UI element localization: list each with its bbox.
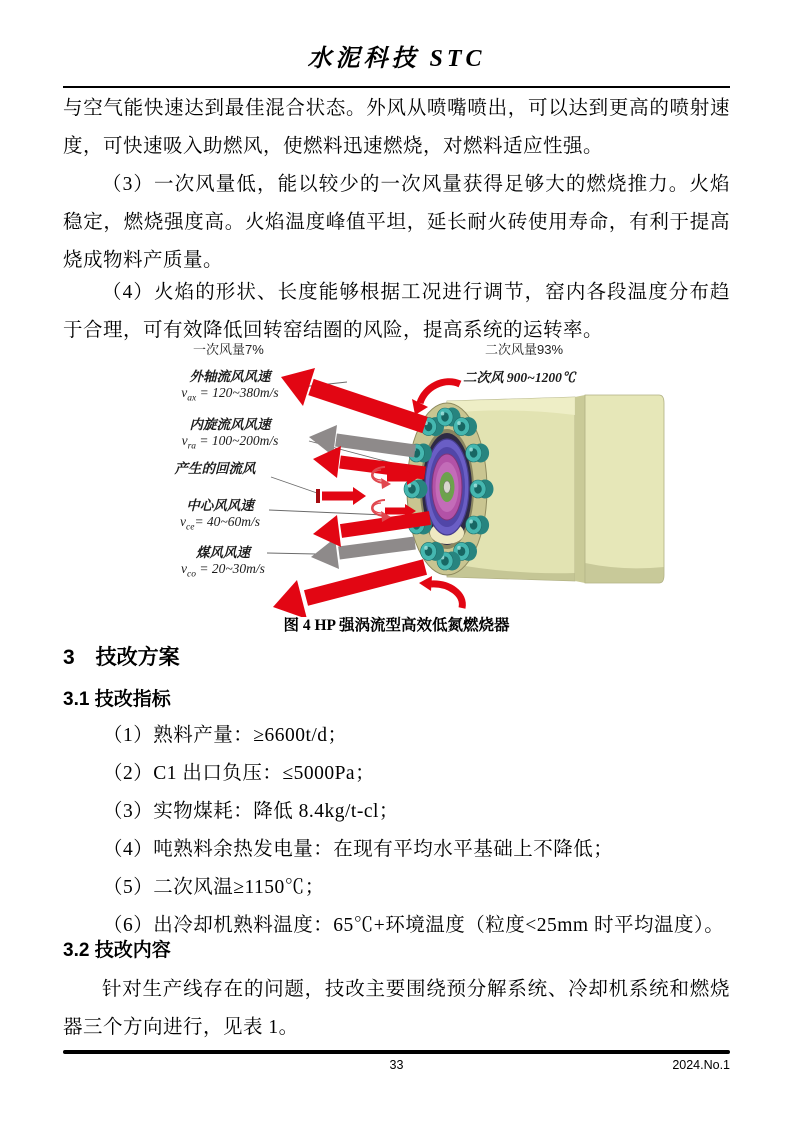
label-inner-swirl-air: 内旋流风风速 $v_{ra}$ = 100~200m/s [181,417,279,452]
list-item: （6）出冷却机熟料温度：65℃+环境温度（粒度<25mm 时平均温度）。 [103,915,725,936]
list-item: （3）实物煤耗：降低 8.4kg/t-cl； [103,801,399,822]
body-paragraph-2: （3）一次风量低，能以较少的一次风量获得足够大的燃烧推力。火焰稳定，燃烧强度高。火焰温度峰值平坦，延长耐火砖使用寿命，有利于提高烧成物料产质量。 [63,174,730,271]
body-paragraph-3: （4）火焰的形状、长度能够根据工况进行调节，窑内各段温度分布趋于合理，可有效降低回转窑结圈的风险，提高系统的运转率。 [63,282,730,341]
indicator-list [63,717,730,945]
section-heading-3-1: 3.1 技改指标 [63,689,171,710]
label-outer-axial-air: 外轴流风风速 $v_{ax}$ = 120~380m/s [181,369,279,404]
body-paragraph-1: 与空气能快速达到最佳混合状态。外风从喷嘴喷出，可以达到更高的喷射速度，可快速吸入助燃风，使燃料迅速燃烧，对燃料适应性强。 [63,98,730,157]
footer-rule [63,1050,730,1054]
journal-title: 水泥科技 STC [307,46,486,72]
list-item: （4）吨熟料余热发电量：在现有平均水平基础上不降低； [103,839,614,860]
page-number: 33 [389,1058,404,1072]
list-item: （1）熟料产量：≥6600t/d； [103,725,348,746]
label-center-air: 中心风风速 $v_{ce}=$ 40~60m/s [180,498,260,533]
figure-burner-diagram [63,337,730,617]
section-heading-3-2: 3.2 技改内容 [63,940,171,961]
label-recirculation-air: 产生的回流风 [174,461,256,476]
label-primary-air: 一次风量7% [193,342,264,357]
list-item: （5）二次风温≥1150℃； [103,877,325,898]
issue-number: 2024.No.1 [672,1058,730,1072]
label-coal-air: 煤风风速 $v_{co}$ = 20~30m/s [181,545,265,580]
figure-caption: 图 4 HP 强涡流型高效低氮燃烧器 [283,617,510,634]
label-secondary-air-temp: 二次风 900~1200℃ [463,370,576,385]
label-secondary-air: 二次风量93% [485,342,564,357]
list-item: （2）C1 出口负压：≤5000Pa； [103,763,376,784]
header-rule [63,86,730,88]
section-heading-3: 3 技改方案 [63,646,180,669]
body-paragraph-3-2: 针对生产线存在的问题，技改主要围绕预分解系统、冷却机系统和燃烧器三个方向进行，见表 1。 [63,979,730,1038]
